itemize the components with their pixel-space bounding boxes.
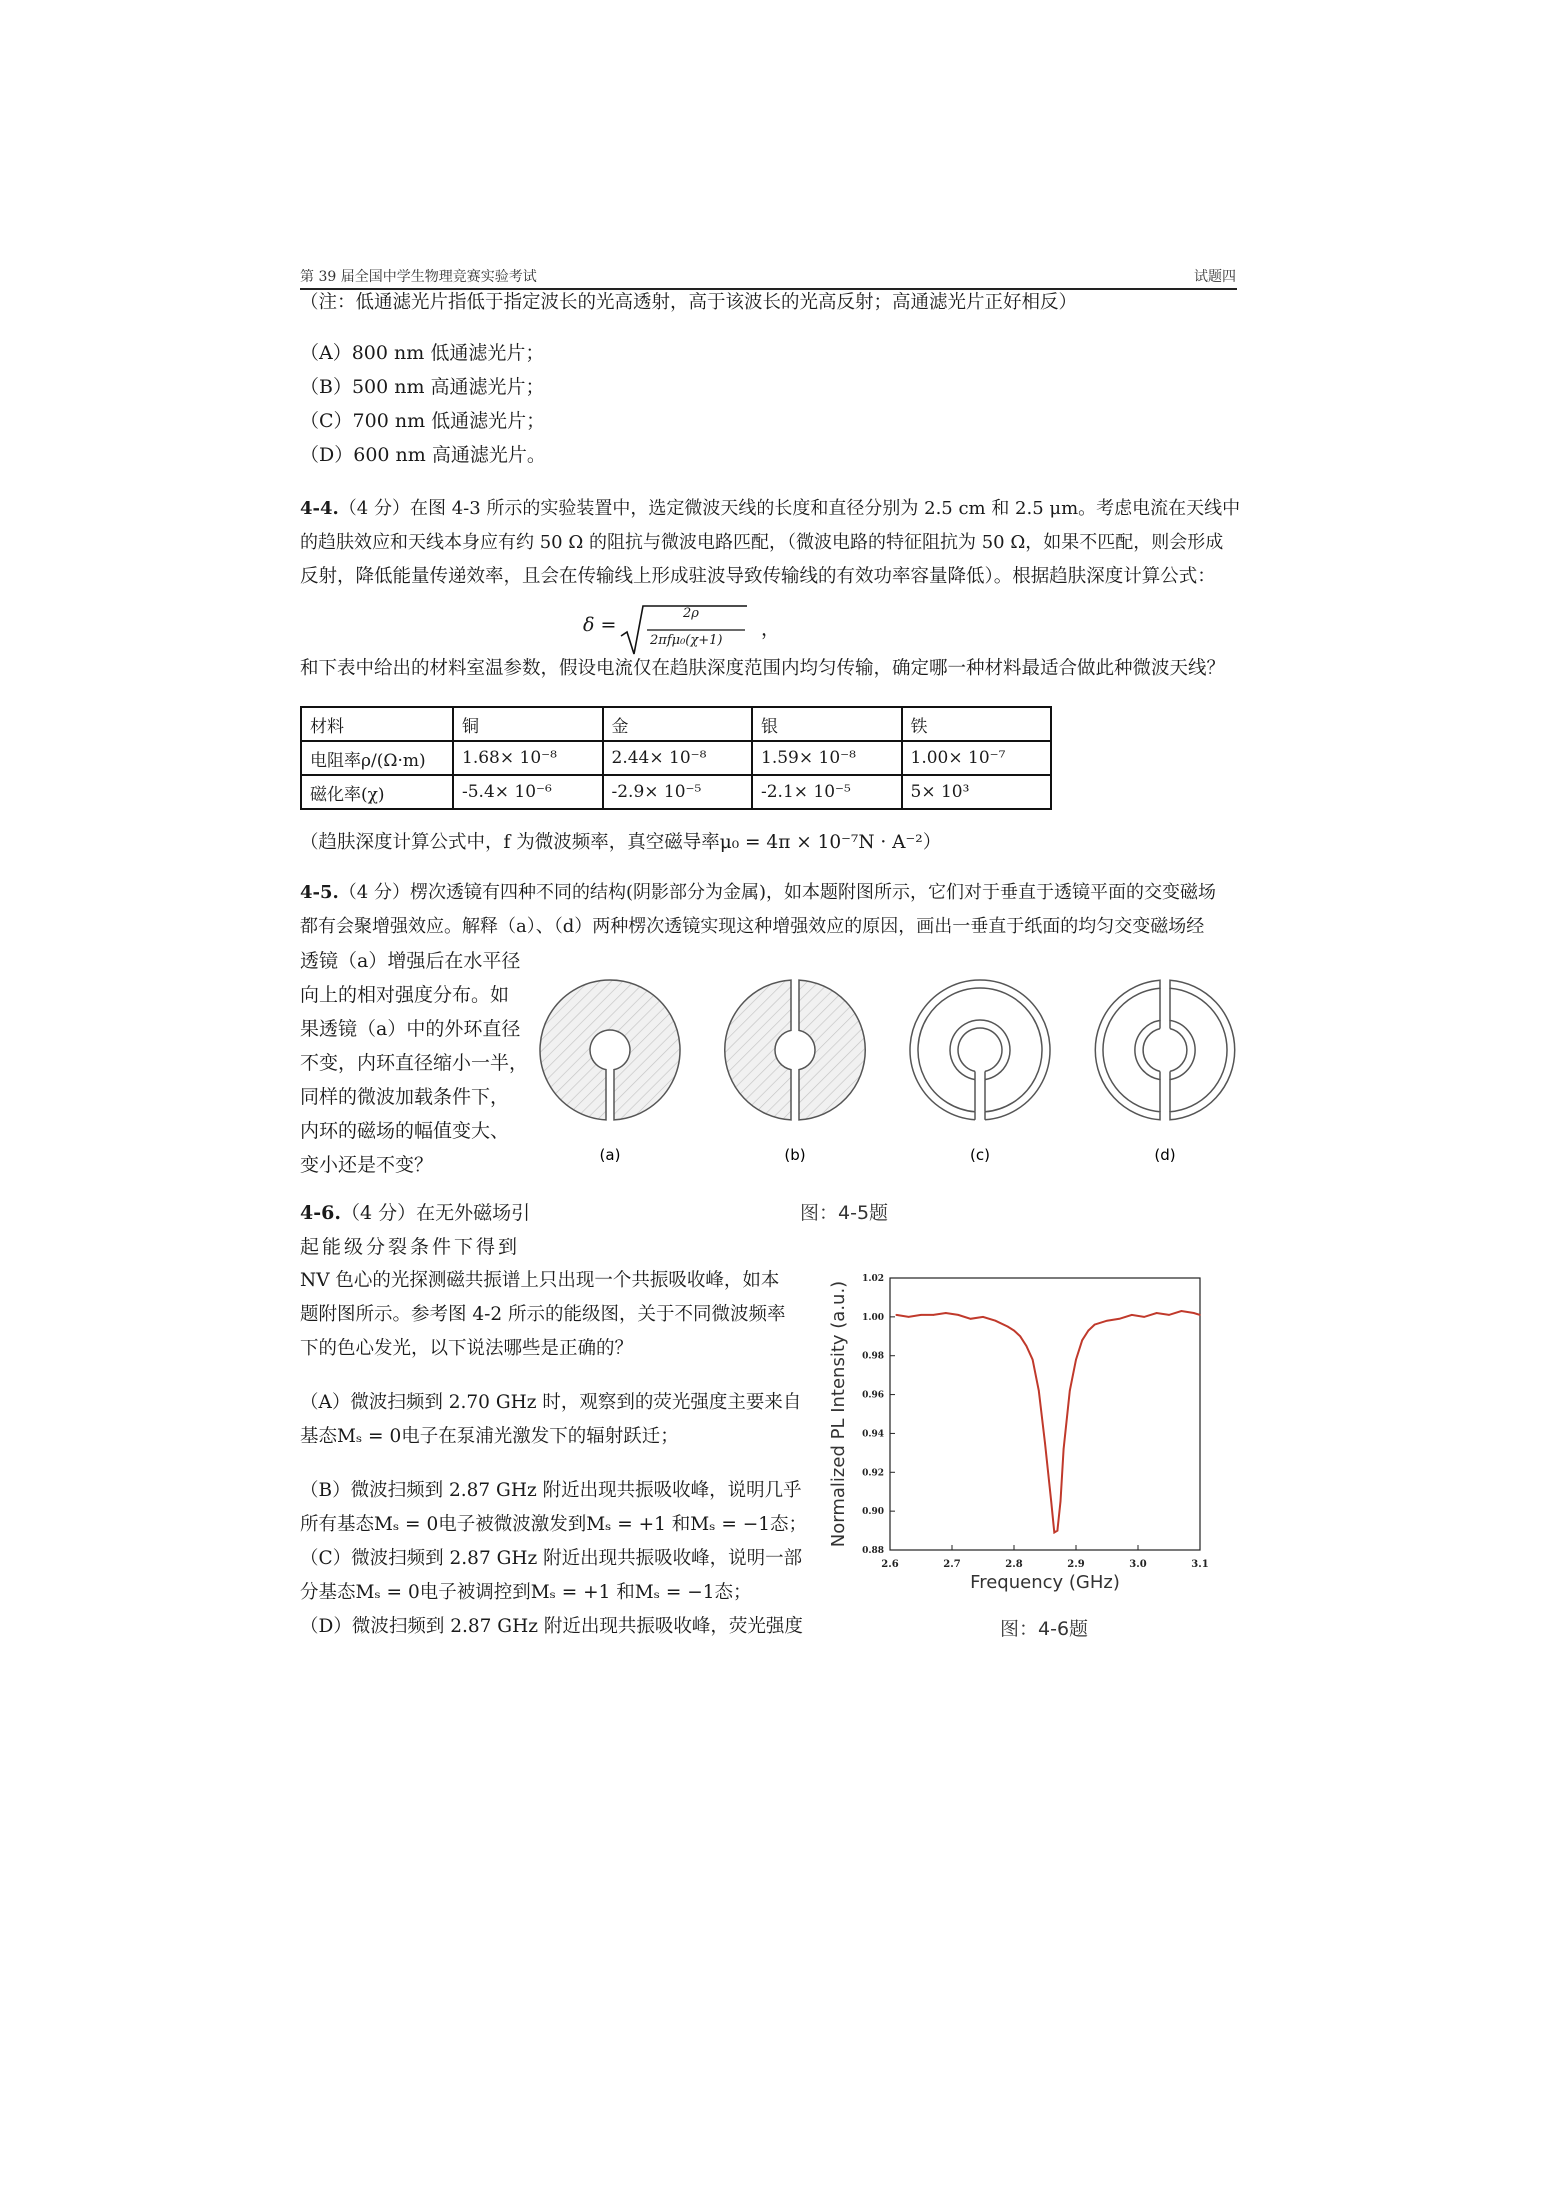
table-header-cell: 银 [752,707,902,741]
q3-option-d: （D）600 nm 高通滤光片。 [300,444,546,466]
data-point [1119,1318,1121,1320]
data-point [920,1314,922,1316]
x-tick-label: 2.8 [1005,1559,1023,1570]
data-point [1019,1335,1021,1337]
data-point [1026,1345,1028,1347]
table-cell: -2.9× 10⁻⁵ [603,775,753,809]
data-point [945,1312,947,1314]
lens-b-label: (b) [784,1146,806,1164]
table-header-cell: 铜 [453,707,603,741]
data-point [1044,1442,1046,1444]
q6-option-c-1: （C）微波扫频到 2.87 GHz 附近出现共振吸收峰，说明一部 [300,1548,803,1569]
formula-comma: ， [761,618,781,640]
table-header-cell: 材料 [301,707,453,741]
table-cell: 2.44× 10⁻⁸ [603,741,753,775]
q6-line-3: NV 色心的光探测磁共振谱上只出现一个共振吸收峰，如本 [300,1270,780,1291]
data-point [1131,1314,1133,1316]
q6-option-b-1: （B）微波扫频到 2.87 GHz 附近出现共振吸收峰，说明几乎 [300,1480,802,1501]
table-cell: 电阻率ρ/(Ω·m) [301,741,453,775]
x-axis-label: Frequency (GHz) [970,1572,1120,1593]
table-cell: -5.4× 10⁻⁶ [453,775,603,809]
lens-c-label: (c) [970,1146,990,1164]
q5-line-1-text: （4 分）楞次透镜有四种不同的结构(阴影部分为金属)，如本题附图所示，它们对于垂直于透镜平面的交变磁场 [338,882,1217,903]
q4-line-4: 和下表中给出的材料室温参数，假设电流仅在趋肤深度范围内均匀传输，确定哪一种材料最适合做此种微波天线？ [300,658,1226,679]
data-point [957,1314,959,1316]
lens-c [910,980,1050,1120]
formula-numerator: 2ρ [683,606,699,621]
data-point [1038,1390,1040,1392]
y-tick-label: 0.88 [862,1546,884,1556]
data-point [1060,1501,1062,1503]
table-cell: -2.1× 10⁻⁵ [752,775,902,809]
data-point [1156,1312,1158,1314]
data-point [1069,1390,1071,1392]
data-point [1007,1326,1009,1328]
x-tick-label: 3.1 [1191,1559,1209,1570]
lens-a [540,980,680,1120]
y-tick-label: 0.92 [862,1468,884,1479]
q3-option-c: （C）700 nm 低通滤光片； [300,410,546,432]
material-table [300,706,1052,810]
data-point [970,1318,972,1320]
fig-4-5-caption: 图：4-5题 [800,1202,889,1224]
header-right: 试题四 [1194,269,1236,285]
q6-option-a-2: 基态Mₛ = 0电子在泵浦光激发下的辐射跃迁； [300,1426,679,1447]
q4-line-1-text: （4 分）在图 4-3 所示的实验装置中，选定微波天线的长度和直径分别为 2.5 cm 和 2.5 μm。考虑电流在天线中 [338,498,1241,519]
x-tick-label: 3.0 [1129,1559,1147,1570]
lens-d [1095,980,1234,1120]
y-tick-label: 0.94 [862,1429,884,1440]
x-tick-label: 2.7 [943,1559,961,1570]
q6-option-a-1: （A）微波扫频到 2.70 GHz 时，观察到的荧光强度主要来自 [300,1392,802,1413]
data-point [1088,1330,1090,1332]
formula-lhs: δ = [583,614,617,636]
data-point [1081,1339,1083,1341]
q6-line-5: 下的色心发光，以下说法哪些是正确的？ [300,1338,634,1359]
y-tick-label: 1.02 [862,1274,884,1284]
q5-side-3: 果透镜（a）中的外环直径 [300,1018,521,1040]
lens-a-label: (a) [599,1146,621,1164]
data-point [1181,1310,1183,1312]
q3-option-a: （A）800 nm 低通滤光片； [300,342,545,364]
q6-line-1 [300,1196,530,1230]
q3-option-b: （B）500 nm 高通滤光片； [300,376,545,398]
q4-note: （趋肤深度计算公式中，f 为微波频率，真空磁导率μ₀ = 4π × 10⁻⁷N · A⁻²） [300,832,942,853]
q6-line-2: 起能级分裂条件下得到 [300,1236,521,1258]
lens-d-label: (d) [1154,1146,1176,1164]
lenz-lens-figure [525,950,1245,1180]
data-point [995,1320,997,1322]
q6-option-c-2: 分基态Mₛ = 0电子被调控到Mₛ = +1 和Mₛ = −1态； [300,1582,752,1603]
data-point [1013,1330,1015,1332]
table-header-cell: 金 [603,707,753,741]
series-line [896,1311,1200,1533]
q6-option-d-1: （D）微波扫频到 2.87 GHz 附近出现共振吸收峰，荧光强度 [300,1616,803,1637]
data-point [1106,1320,1108,1322]
y-tick-label: 0.98 [862,1351,884,1362]
lens-b [725,980,866,1120]
y-tick-label: 0.96 [862,1390,884,1401]
formula-denominator: 2πfμ₀(χ+1) [650,633,723,648]
q5-side-5: 同样的微波加载条件下， [300,1086,510,1108]
q6-option-b-2: 所有基态Mₛ = 0电子被微波激发到Mₛ = +1 和Mₛ = −1态； [300,1514,808,1535]
table-cell: 1.68× 10⁻⁸ [453,741,603,775]
q6-line-4: 题附图所示。参考图 4-2 所示的能级图，关于不同微波频率 [300,1304,786,1325]
data-point [895,1314,897,1316]
data-point [1075,1359,1077,1361]
x-tick-label: 2.9 [1067,1559,1085,1570]
data-point [1199,1314,1201,1316]
data-point [1050,1501,1052,1503]
data-point [1032,1359,1034,1361]
data-point [1057,1530,1059,1532]
table-cell: 1.00× 10⁻⁷ [902,741,1052,775]
q4-number: 4-4. [300,498,339,519]
q4-line-2: 的趋肤效应和天线本身应有约 50 Ω 的阻抗与微波电路匹配，（微波电路的特征阻抗为 50 Ω，如果不匹配，则会形成 [300,532,1224,553]
table-header-cell: 铁 [902,707,1052,741]
q5-side-4: 不变，内环直径缩小一半， [300,1052,529,1074]
y-axis-label: Normalized PL Intensity (a.u.) [828,1280,849,1548]
q5-line-1 [300,876,1216,910]
data-point [933,1314,935,1316]
plot-frame [890,1278,1200,1550]
q5-side-1: 透镜（a）增强后在水平径 [300,950,521,972]
q5-side-2: 向上的相对强度分布。如 [300,984,510,1006]
data-point [1168,1314,1170,1316]
data-point [1143,1316,1145,1318]
q3-note: （注：低通滤光片指低于指定波长的光高透射，高于该波长的光高反射；高通滤光片正好相反） [300,292,1078,313]
q5-side-7: 变小还是不变？ [300,1154,434,1176]
data-point [982,1316,984,1318]
y-tick-label: 1.00 [862,1312,884,1323]
x-tick-label: 2.6 [881,1559,899,1570]
table-cell: 5× 10³ [902,775,1052,809]
data-point [1193,1312,1195,1314]
q4-line-1 [300,492,1240,526]
header-left: 第 39 届全国中学生物理竞赛实验考试 [300,269,537,285]
y-tick-label: 0.90 [862,1507,884,1518]
table-cell: 1.59× 10⁻⁸ [752,741,902,775]
data-point [1094,1324,1096,1326]
q6-number: 4-6. [300,1202,341,1224]
q6-line-1-text: （4 分）在无外磁场引 [340,1202,531,1224]
data-point [1063,1448,1065,1450]
odmr-chart [820,1268,1220,1608]
skin-depth-formula [583,600,783,660]
q4-line-3: 反射，降低能量传递效率，且会在传输线上形成驻波导致传输线的有效功率容量降低）。根据趋肤深度计算公式： [300,566,1216,587]
q5-number: 4-5. [300,882,339,903]
data-point [1054,1532,1056,1534]
table-row [301,741,1051,775]
q5-line-2: 都有会聚增强效应。解释（a）、（d）两种楞次透镜实现这种增强效应的原因，画出一垂直于纸面的均匀交变磁场经 [300,916,1205,937]
fig-4-6-caption: 图：4-6题 [1000,1618,1089,1640]
table-header-row [301,707,1051,741]
data-point [908,1316,910,1318]
table-cell: 磁化率(χ) [301,775,453,809]
q5-side-6: 内环的磁场的幅值变大、 [300,1120,510,1142]
table-row [301,775,1051,809]
